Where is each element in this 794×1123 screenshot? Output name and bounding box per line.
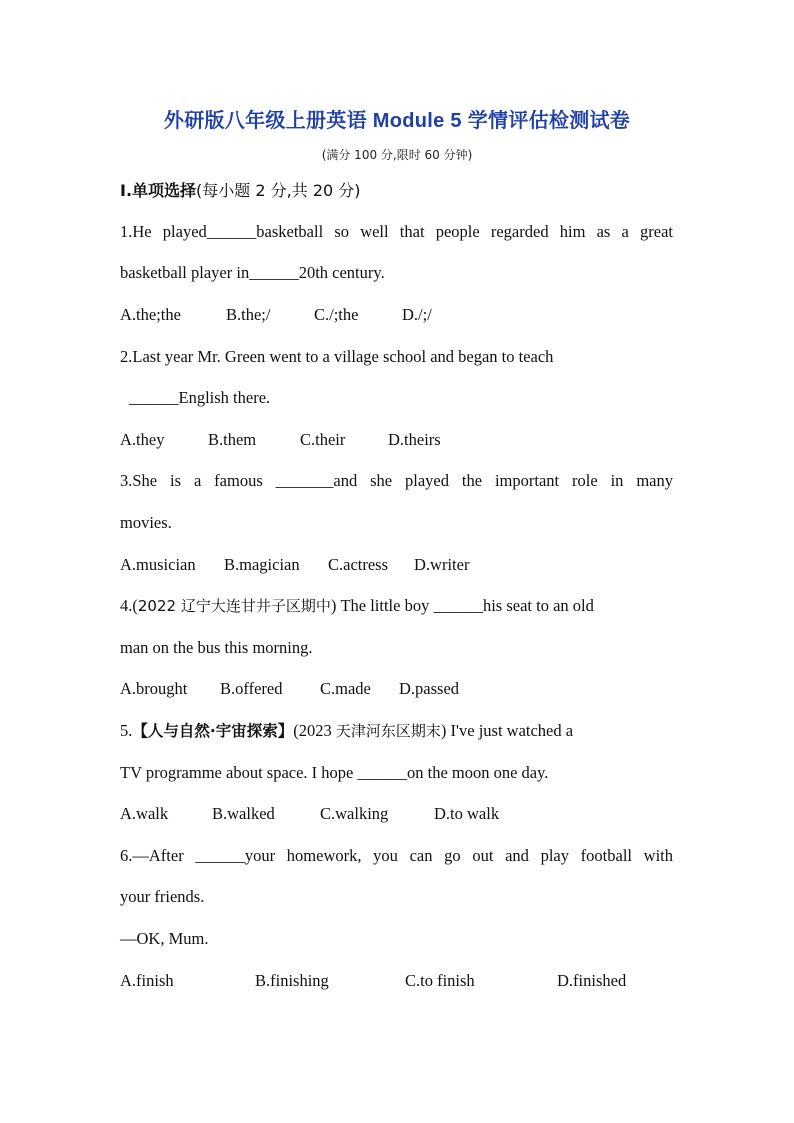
question-1-line-1: 1.He played______basketball so well that people regarded him as a great <box>120 222 673 241</box>
question-2-line-1: 2.Last year Mr. Green went to a village school and began to teach <box>120 347 554 366</box>
question-2-line-2: ______English there. <box>129 388 271 407</box>
option-b: B.offered <box>220 679 283 698</box>
option-b: B.finishing <box>255 971 329 990</box>
question-5-options <box>120 803 673 825</box>
question-6-line-2: your friends. <box>120 887 205 906</box>
question-6-reply: —OK, Mum. <box>120 929 209 948</box>
option-b: B.them <box>208 430 257 449</box>
option-c: C.their <box>300 430 346 449</box>
question-1-options <box>120 304 673 326</box>
option-d: D.theirs <box>388 430 441 449</box>
page-title: 外研版八年级上册英语 Module 5 学情评估检测试卷 <box>163 110 631 132</box>
question-5-paren: (2023 <box>293 721 336 740</box>
question-5-number: 5. <box>120 721 133 740</box>
question-4-line-2: man on the bus this morning. <box>120 638 313 657</box>
question-5-text: ) I've just watched a <box>440 721 574 740</box>
question-4-line-1 <box>120 595 673 617</box>
option-a: A.they <box>120 430 165 449</box>
option-d: D./;/ <box>402 305 432 324</box>
option-b: B.the;/ <box>226 305 271 324</box>
option-a: A.musician <box>120 555 196 574</box>
exam-info: (满分 100 分,限时 60 分钟) <box>321 148 473 162</box>
option-d: D.finished <box>557 971 627 990</box>
section-title: .单项选择 <box>125 181 197 200</box>
question-3-line-1: 3.She is a famous _______and she played the important role in many <box>120 471 673 490</box>
option-c: C.actress <box>328 555 389 574</box>
option-d: D.writer <box>414 555 470 574</box>
option-c: C./;the <box>314 305 359 324</box>
question-4-number: 4.( <box>120 596 138 615</box>
option-c: C.made <box>320 679 371 698</box>
question-2-options <box>120 429 673 451</box>
section-note: (每小题 2 分,共 20 分) <box>196 181 361 200</box>
question-5-line-2: TV programme about space. I hope ______on the moon one day. <box>120 763 549 782</box>
question-3-line-2: movies. <box>120 513 172 532</box>
option-a: A.the;the <box>120 305 181 324</box>
section-heading <box>120 178 361 201</box>
option-b: B.magician <box>224 555 300 574</box>
question-1-line-2: basketball player in______20th century. <box>120 263 385 282</box>
question-3-options <box>120 554 673 576</box>
option-d: D.to walk <box>434 804 500 823</box>
option-a: A.brought <box>120 679 188 698</box>
question-5-source: 天津河东区期末 <box>335 722 441 740</box>
question-6-line-1: 6.—After ______your homework, you can go out and play football with <box>120 846 673 865</box>
question-4-options <box>120 678 673 700</box>
question-4-source: 2022 辽宁大连甘井子区期中 <box>137 597 331 615</box>
question-5-topic-tag: 【人与自然·宇宙探索】 <box>132 722 294 740</box>
question-5-line-1 <box>120 720 673 742</box>
question-4-text: ) The little boy ______his seat to an old <box>330 596 594 615</box>
option-c: C.to finish <box>405 971 475 990</box>
section-numeral: Ⅰ <box>120 181 126 200</box>
option-a: A.walk <box>120 804 169 823</box>
option-a: A.finish <box>120 971 174 990</box>
option-d: D.passed <box>399 679 460 698</box>
question-6-options <box>120 970 673 992</box>
option-b: B.walked <box>212 804 275 823</box>
option-c: C.walking <box>320 804 389 823</box>
